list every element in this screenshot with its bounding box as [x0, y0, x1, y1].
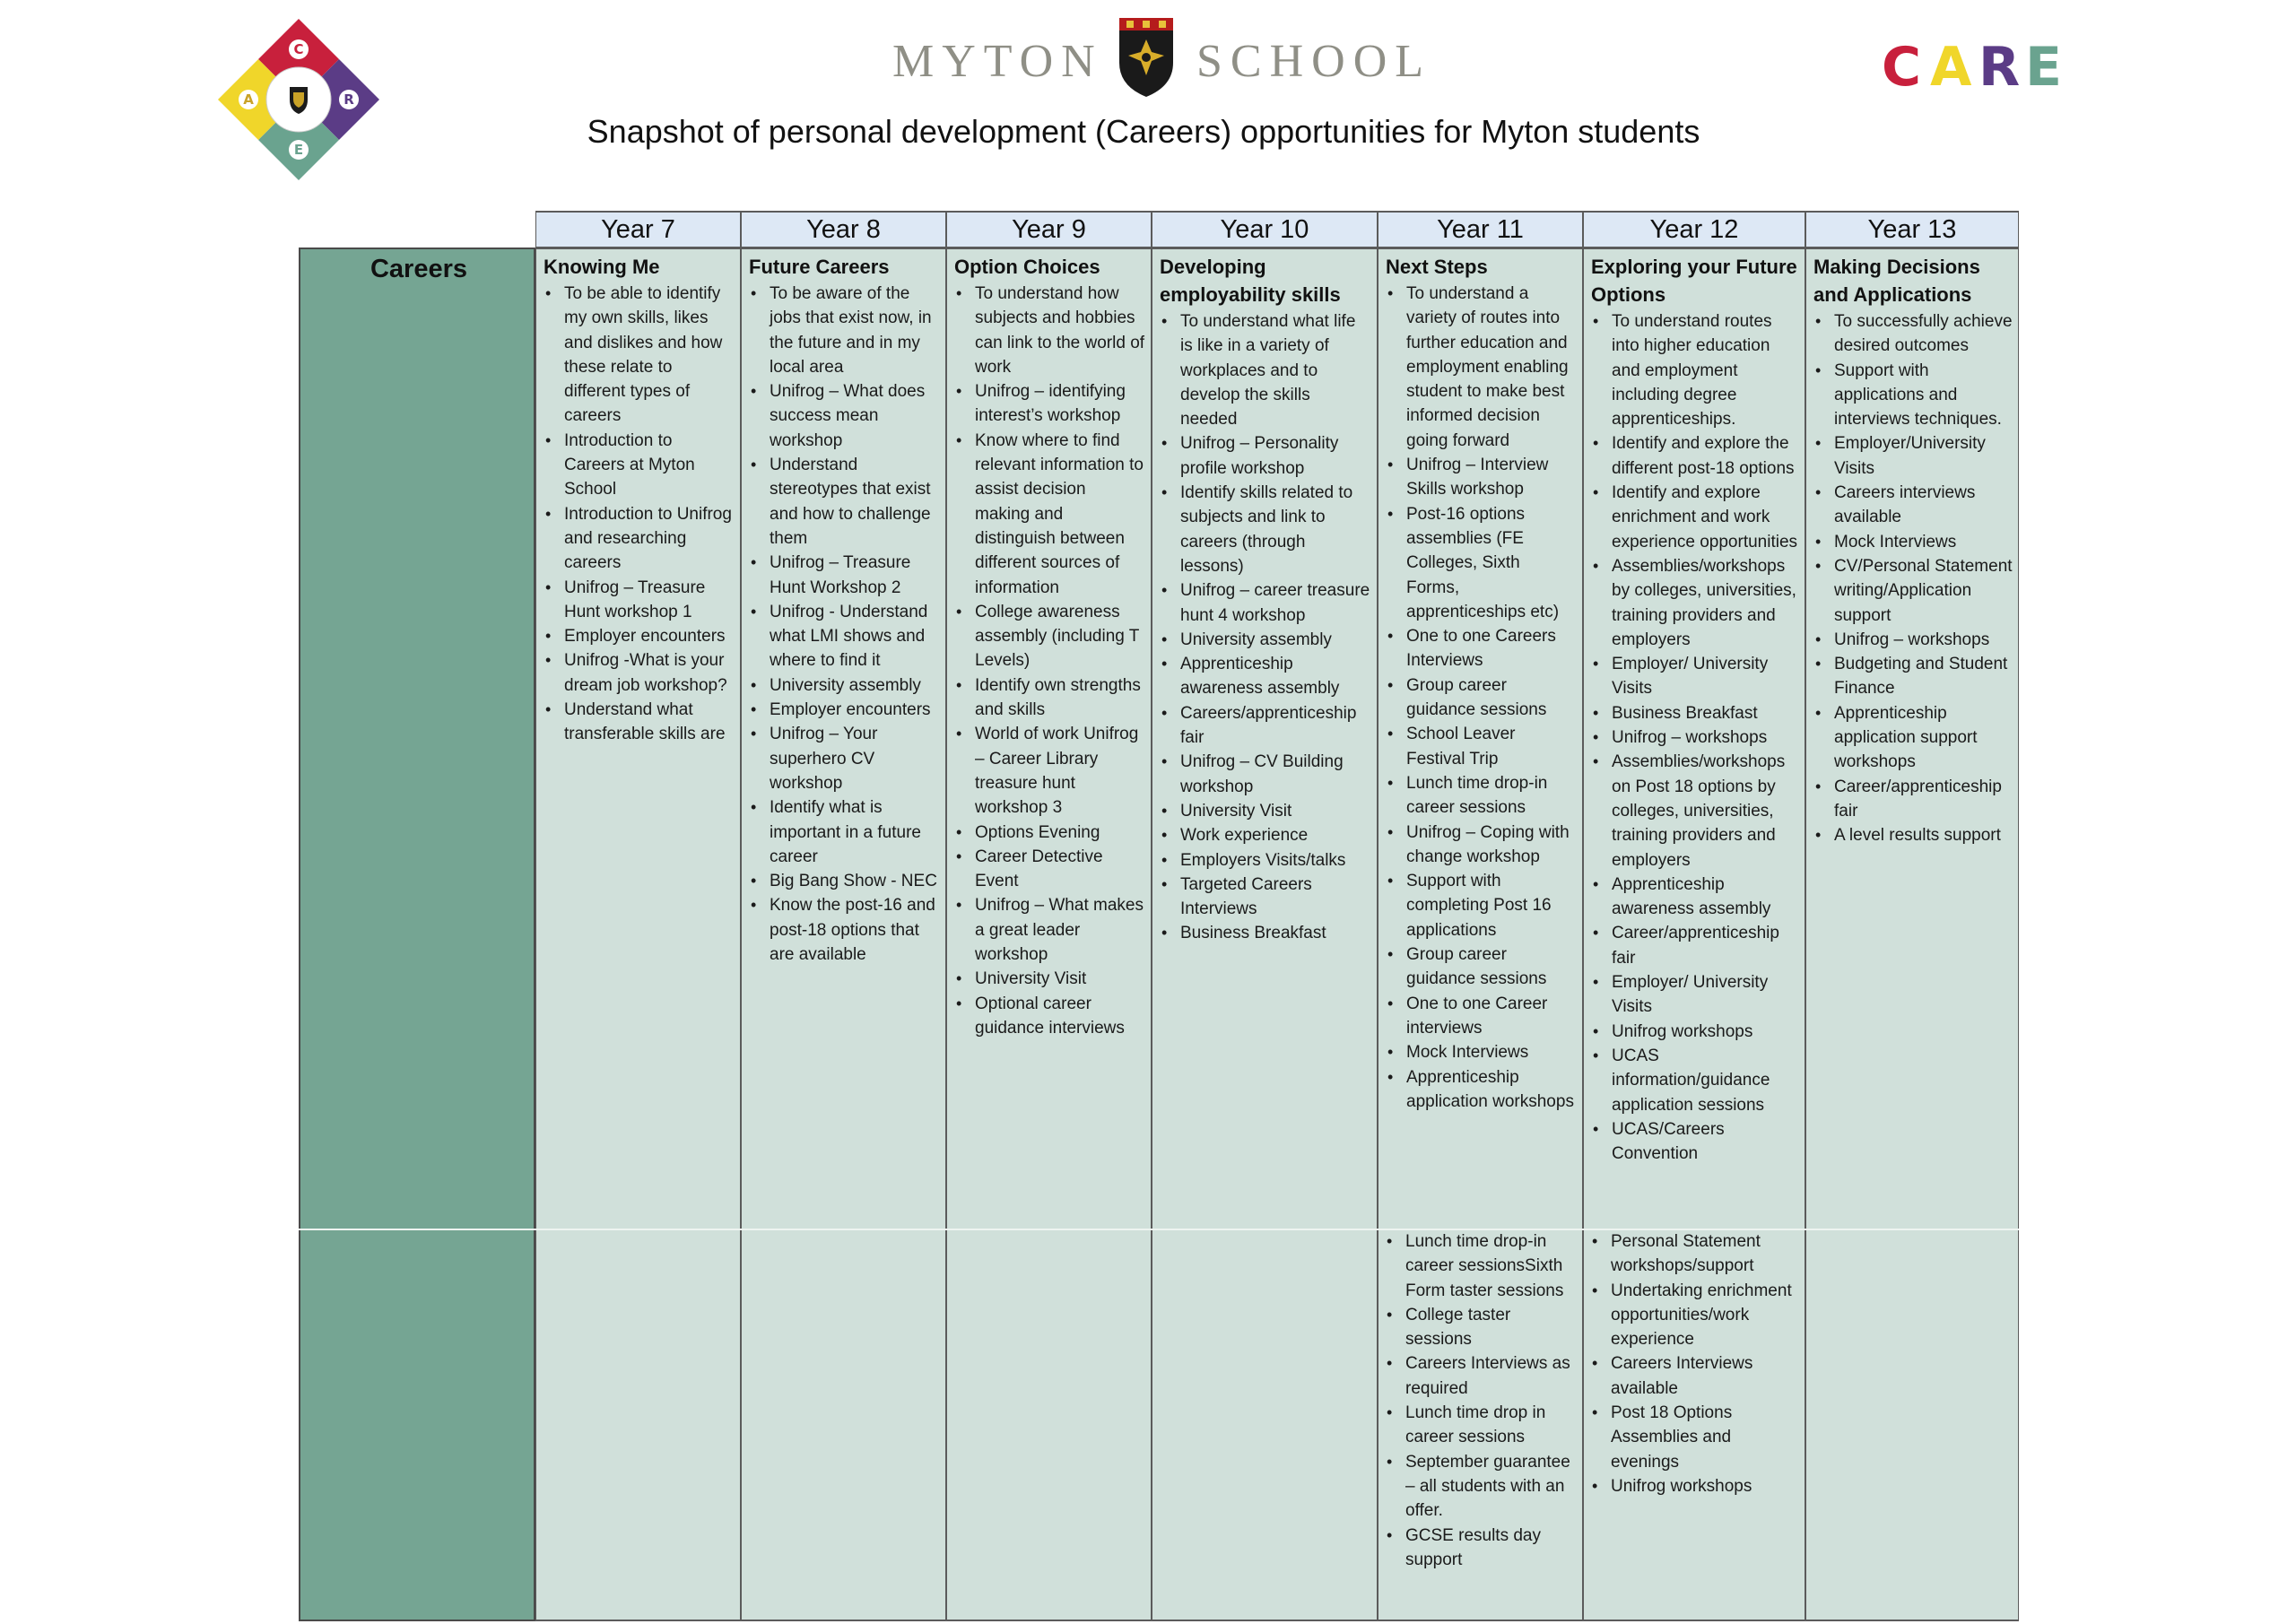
- care-diamond-logo: [215, 16, 382, 183]
- list-item: • Career Detective Event: [954, 845, 1145, 894]
- school-name-right: SCHOOL: [1196, 36, 1432, 87]
- year-header-7: Year 7: [535, 211, 741, 248]
- bullet-list: [1591, 309, 1799, 1166]
- list-item: • To understand routes into higher education and employment including degree apprenticeships.: [1591, 309, 1799, 431]
- column-title: Exploring your Future Options: [1591, 256, 1797, 306]
- list-item: • To successfully achieve desired outcomes: [1813, 309, 2013, 359]
- svg-text:R: R: [344, 91, 354, 108]
- list-item: • Unifrog workshops: [1590, 1474, 1800, 1498]
- list-item: • Unifrog – workshops: [1813, 628, 2013, 652]
- row-label-careers: [299, 248, 535, 1621]
- list-item: • Group career guidance sessions: [1386, 942, 1577, 992]
- svg-text:A: A: [243, 91, 254, 108]
- list-item: • Mock Interviews: [1813, 530, 2013, 554]
- column-title: Knowing Me: [544, 256, 660, 278]
- list-item: • Identify what is important in a future career: [749, 795, 940, 869]
- bullet-list: [954, 282, 1145, 1040]
- list-item: • Big Bang Show - NEC: [749, 869, 940, 893]
- list-item: • One to one Career interviews: [1386, 992, 1577, 1041]
- bullet-list: [749, 282, 940, 967]
- care-wordmark-logo: [1882, 36, 2075, 99]
- list-item: • UCAS/Careers Convention: [1591, 1117, 1799, 1167]
- list-item: • Lunch time drop in career sessions: [1385, 1401, 1578, 1450]
- list-item: • Unifrog – identifying interest’s workshop: [954, 379, 1145, 429]
- list-item: • Unifrog – Treasure Hunt Workshop 2: [749, 551, 940, 600]
- list-item: • Careers interviews available: [1813, 481, 2013, 530]
- list-item: • To understand a variety of routes into further education and employment enabling student to make best informed decision going forward: [1386, 282, 1577, 453]
- bullet-list: [1160, 309, 1371, 946]
- list-item: • September guarantee – all students with an offer.: [1385, 1450, 1578, 1524]
- year-header-11: Year 11: [1378, 211, 1583, 248]
- list-item: • A level results support: [1813, 823, 2013, 847]
- column-title: Next Steps: [1386, 256, 1488, 278]
- list-item: • Know where to find relevant information to assist decision making and distinguish between different sources of information: [954, 429, 1145, 600]
- list-item: • Employer/ University Visits: [1591, 652, 1799, 701]
- bullet-list: [544, 282, 735, 747]
- list-item: • To be able to identify my own skills, likes and dislikes and how these relate to different types of careers: [544, 282, 735, 429]
- list-item: • Unifrog – Coping with change workshop: [1386, 821, 1577, 870]
- column-year-9: [946, 248, 1152, 1621]
- list-item: • Unifrog – Interview Skills workshop: [1386, 453, 1577, 502]
- list-item: • Careers Interviews as required: [1385, 1351, 1578, 1401]
- list-item: • Lunch time drop-in career sessions: [1386, 771, 1577, 821]
- list-item: • Career/apprenticeship fair: [1813, 775, 2013, 824]
- year-header-13: Year 13: [1805, 211, 2019, 248]
- list-item: • Business Breakfast: [1160, 921, 1371, 945]
- list-item: • Support with completing Post 16 applications: [1386, 869, 1577, 942]
- column-title: Developing employability skills: [1160, 256, 1341, 306]
- list-item: • University assembly: [749, 673, 940, 698]
- list-item: • UCAS information/guidance application sessions: [1591, 1044, 1799, 1117]
- list-item: • Unifrog – career treasure hunt 4 workshop: [1160, 578, 1371, 628]
- list-item: • Employer encounters: [749, 698, 940, 722]
- list-item: • Group career guidance sessions: [1386, 673, 1577, 723]
- list-item: • Work experience: [1160, 823, 1371, 847]
- list-item: • Unifrog - Understand what LMI shows and where to find it: [749, 600, 940, 673]
- list-item: • Post-16 options assemblies (FE Colleges, Sixth Forms, apprenticeships etc): [1386, 502, 1577, 624]
- list-item: • Know the post-16 and post-18 options that are available: [749, 893, 940, 967]
- list-item: • Post 18 Options Assemblies and evenings: [1590, 1401, 1800, 1474]
- school-name-left: MYTON: [892, 36, 1103, 87]
- list-item: • Career/apprenticeship fair: [1591, 921, 1799, 970]
- bullet-list: [1386, 282, 1577, 1114]
- school-crest-icon: [1114, 16, 1178, 99]
- bullet-list: [1813, 309, 2013, 848]
- list-item: • Careers Interviews available: [1590, 1351, 1800, 1401]
- care-letter-r: R: [1979, 36, 2021, 99]
- list-item: • Unifrog – Your superhero CV workshop: [749, 722, 940, 795]
- list-item: • Business Breakfast: [1591, 701, 1799, 725]
- list-item: • University Visit: [954, 967, 1145, 991]
- column-title: Option Choices: [954, 256, 1100, 278]
- list-item: • Understand stereotypes that exist and how to challenge them: [749, 453, 940, 551]
- row-label-text: Careers: [370, 255, 468, 283]
- column-year-10: [1152, 248, 1378, 1621]
- column-year-7: [535, 248, 741, 1621]
- list-item: • Unifrog – Personality profile workshop: [1160, 431, 1371, 481]
- list-item: • Apprenticeship application workshops: [1386, 1065, 1577, 1115]
- continuation-year-12: [1583, 1229, 1805, 1498]
- list-item: • Unifrog – What makes a great leader workshop: [954, 893, 1145, 967]
- care-letter-c: C: [1882, 36, 1922, 99]
- list-item: • Mock Interviews: [1386, 1040, 1577, 1064]
- list-item: • College awareness assembly (including T Levels): [954, 600, 1145, 673]
- list-item: • Unifrog workshops: [1591, 1020, 1799, 1044]
- list-item: • Unifrog – Treasure Hunt workshop 1: [544, 576, 735, 625]
- list-item: • GCSE results day support: [1385, 1524, 1578, 1573]
- list-item: • Introduction to Careers at Myton School: [544, 429, 735, 502]
- list-item: • Optional career guidance interviews: [954, 992, 1145, 1041]
- list-item: • School Leaver Festival Trip: [1386, 722, 1577, 771]
- year-header-9: Year 9: [946, 211, 1152, 248]
- list-item: • To be aware of the jobs that exist now, in the future and in my local area: [749, 282, 940, 379]
- list-item: • Employer encounters: [544, 624, 735, 648]
- list-item: • Undertaking enrichment opportunities/work experience: [1590, 1279, 1800, 1352]
- list-item: • To understand what life is like in a variety of workplaces and to develop the skills needed: [1160, 309, 1371, 431]
- list-item: • Identify own strengths and skills: [954, 673, 1145, 723]
- list-item: • Identify and explore the different post-18 options: [1591, 431, 1799, 481]
- list-item: • Apprenticeship awareness assembly: [1591, 873, 1799, 922]
- column-title: Making Decisions and Applications: [1813, 256, 1980, 306]
- svg-text:C: C: [293, 41, 304, 57]
- list-item: • Unifrog – What does success mean workshop: [749, 379, 940, 453]
- year-header-8: Year 8: [741, 211, 946, 248]
- list-item: • Lunch time drop-in career sessionsSixth Form taster sessions: [1385, 1229, 1578, 1303]
- list-item: • Introduction to Unifrog and researching careers: [544, 502, 735, 576]
- svg-text:E: E: [293, 142, 304, 158]
- list-item: • Options Evening: [954, 821, 1145, 845]
- list-item: • To understand how subjects and hobbies can link to the world of work: [954, 282, 1145, 379]
- column-title: Future Careers: [749, 256, 890, 278]
- list-item: • World of work Unifrog – Career Library treasure hunt workshop 3: [954, 722, 1145, 820]
- list-item: • University Visit: [1160, 799, 1371, 823]
- list-item: • Personal Statement workshops/support: [1590, 1229, 1800, 1279]
- list-item: • Apprenticeship application support workshops: [1813, 701, 2013, 775]
- care-letter-a: A: [1930, 36, 1972, 99]
- list-item: • Budgeting and Student Finance: [1813, 652, 2013, 701]
- list-item: • Unifrog – CV Building workshop: [1160, 750, 1371, 799]
- list-item: • Targeted Careers Interviews: [1160, 873, 1371, 922]
- list-item: • Employers Visits/talks: [1160, 848, 1371, 873]
- page-title: Snapshot of personal development (Careers) opportunities for Myton students: [587, 113, 1700, 150]
- list-item: • Assemblies/workshops on Post 18 options by colleges, universities, training providers and employers: [1591, 750, 1799, 872]
- care-letter-e: E: [2025, 36, 2062, 99]
- list-item: • Understand what transferable skills are: [544, 698, 735, 747]
- list-item: • Unifrog – workshops: [1591, 725, 1799, 750]
- column-year-8: [741, 248, 946, 1621]
- list-item: • Unifrog -What is your dream job workshop?: [544, 648, 735, 698]
- list-item: • CV/Personal Statement writing/Application support: [1813, 554, 2013, 628]
- list-item: • College taster sessions: [1385, 1303, 1578, 1352]
- bullet-list: [1590, 1229, 1800, 1498]
- list-item: • Identify skills related to subjects and link to careers (through lessons): [1160, 481, 1371, 578]
- list-item: • Assemblies/workshops by colleges, universities, training providers and employers: [1591, 554, 1799, 652]
- list-item: • Employer/University Visits: [1813, 431, 2013, 481]
- year-header-10: Year 10: [1152, 211, 1378, 248]
- list-item: • Identify and explore enrichment and work experience opportunities: [1591, 481, 1799, 554]
- list-item: • University assembly: [1160, 628, 1371, 652]
- continuation-year-11: [1378, 1229, 1583, 1572]
- column-year-13: [1805, 248, 2019, 1621]
- year-header-12: Year 12: [1583, 211, 1805, 248]
- list-item: • Support with applications and interviews techniques.: [1813, 359, 2013, 432]
- bullet-list: [1385, 1229, 1578, 1572]
- list-item: • Apprenticeship awareness assembly: [1160, 652, 1371, 701]
- list-item: • Careers/apprenticeship fair: [1160, 701, 1371, 751]
- list-item: • One to one Careers Interviews: [1386, 624, 1577, 673]
- list-item: • Employer/ University Visits: [1591, 970, 1799, 1020]
